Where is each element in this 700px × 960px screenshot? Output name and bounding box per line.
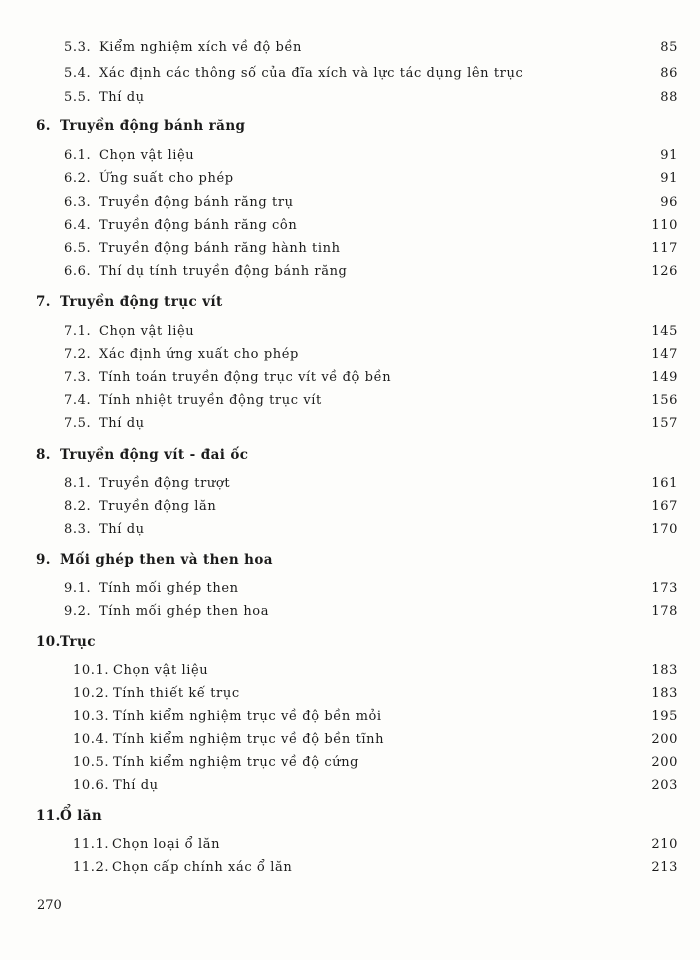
page-ref: 200 bbox=[651, 755, 678, 770]
section-number: 10.2. bbox=[73, 686, 110, 701]
section-title: Ứng suất cho phép bbox=[99, 171, 234, 186]
toc-entry bbox=[0, 413, 700, 435]
section-number: 10.5. bbox=[73, 755, 110, 770]
toc-entry bbox=[0, 683, 700, 705]
section-title: Chọn vật liệu bbox=[113, 663, 209, 678]
section-title: Tính thiết kế trục bbox=[113, 686, 240, 701]
toc-entry bbox=[0, 192, 700, 214]
toc-entry bbox=[0, 473, 700, 495]
page-ref: 167 bbox=[651, 499, 678, 514]
page-ref: 157 bbox=[651, 416, 678, 431]
chapter-number: 10. bbox=[36, 634, 61, 650]
page-ref: 200 bbox=[651, 732, 678, 747]
toc-entry bbox=[0, 752, 700, 774]
chapter-number: 9. bbox=[36, 552, 51, 568]
section-title: Thí dụ bbox=[99, 90, 145, 105]
section-number: 6.5. bbox=[64, 241, 92, 256]
page-ref: 183 bbox=[651, 686, 678, 701]
chapter-title: Ổ lăn bbox=[60, 808, 103, 824]
toc-entry bbox=[0, 344, 700, 366]
section-number: 6.3. bbox=[64, 195, 92, 210]
toc-chapter bbox=[0, 631, 700, 653]
chapter-title: Trục bbox=[60, 634, 96, 650]
section-number: 7.3. bbox=[64, 370, 92, 385]
chapter-title: Mối ghép then và then hoa bbox=[60, 552, 273, 568]
section-title: Tính kiểm nghiệm trục về độ bền mỏi bbox=[113, 709, 382, 724]
page-ref: 195 bbox=[651, 709, 678, 724]
section-title: Tính mối ghép then hoa bbox=[99, 604, 270, 619]
page-ref: 161 bbox=[651, 476, 678, 491]
section-number: 9.2. bbox=[64, 604, 92, 619]
section-title: Thí dụ tính truyền động bánh răng bbox=[99, 264, 348, 279]
section-title: Chọn cấp chính xác ổ lăn bbox=[112, 860, 293, 875]
chapter-title: Truyền động vít - đai ốc bbox=[60, 447, 249, 463]
section-number: 10.4. bbox=[73, 732, 110, 747]
section-number: 8.2. bbox=[64, 499, 92, 514]
page-ref: 145 bbox=[651, 324, 678, 339]
section-number: 11.1. bbox=[73, 837, 110, 852]
section-title: Tính toán truyền động trục vít về độ bền bbox=[99, 370, 392, 385]
section-title: Tính kiểm nghiệm trục về độ bền tĩnh bbox=[113, 732, 385, 747]
section-number: 10.6. bbox=[73, 778, 110, 793]
section-title: Thí dụ bbox=[113, 778, 159, 793]
section-number: 6.4. bbox=[64, 218, 92, 233]
page-ref: 88 bbox=[660, 90, 678, 105]
section-title: Chọn vật liệu bbox=[99, 324, 195, 339]
page-ref: 210 bbox=[651, 837, 678, 852]
section-title: Tính kiểm nghiệm trục về độ cứng bbox=[113, 755, 360, 770]
page-ref: 86 bbox=[660, 66, 678, 81]
section-title: Tính nhiệt truyền động trục vít bbox=[99, 393, 322, 408]
toc-chapter bbox=[0, 115, 700, 137]
section-number: 7.5. bbox=[64, 416, 92, 431]
toc-entry bbox=[0, 775, 700, 797]
section-number: 6.6. bbox=[64, 264, 92, 279]
section-title: Truyền động bánh răng trụ bbox=[99, 195, 294, 210]
section-number: 8.3. bbox=[64, 522, 92, 537]
section-number: 7.1. bbox=[64, 324, 92, 339]
page-ref: 203 bbox=[651, 778, 678, 793]
section-number: 6.2. bbox=[64, 171, 92, 186]
section-number: 7.4. bbox=[64, 393, 92, 408]
page-ref: 96 bbox=[660, 195, 678, 210]
toc-entry bbox=[0, 519, 700, 541]
section-title: Truyền động bánh răng hành tinh bbox=[99, 241, 341, 256]
section-title: Kiểm nghiệm xích về độ bền bbox=[99, 40, 303, 55]
page-ref: 91 bbox=[660, 148, 678, 163]
toc-entry bbox=[0, 37, 700, 59]
toc-chapter bbox=[0, 805, 700, 827]
chapter-number: 8. bbox=[36, 447, 51, 463]
section-title: Thí dụ bbox=[99, 416, 145, 431]
section-title: Tính mối ghép then bbox=[99, 581, 239, 596]
page-ref: 147 bbox=[651, 347, 678, 362]
page-ref: 170 bbox=[651, 522, 678, 537]
toc-entry bbox=[0, 496, 700, 518]
toc-entry bbox=[0, 168, 700, 190]
section-title: Xác định các thông số của đĩa xích và lực tác dụng lên trục bbox=[99, 66, 524, 81]
page-ref: 183 bbox=[651, 663, 678, 678]
page-ref: 173 bbox=[651, 581, 678, 596]
section-number: 7.2. bbox=[64, 347, 92, 362]
toc-chapter bbox=[0, 291, 700, 313]
toc-entry bbox=[0, 857, 700, 879]
section-number: 8.1. bbox=[64, 476, 92, 491]
page-number: 270 bbox=[37, 898, 62, 913]
chapter-title: Truyền động trục vít bbox=[60, 294, 223, 310]
toc-entry bbox=[0, 390, 700, 412]
page-ref: 156 bbox=[651, 393, 678, 408]
section-title: Xác định ứng xuất cho phép bbox=[99, 347, 299, 362]
section-title: Truyền động lăn bbox=[99, 499, 217, 514]
toc-entry bbox=[0, 261, 700, 283]
page-ref: 110 bbox=[651, 218, 678, 233]
toc-entry bbox=[0, 321, 700, 343]
toc-entry bbox=[0, 706, 700, 728]
page-ref: 91 bbox=[660, 171, 678, 186]
chapter-number: 7. bbox=[36, 294, 51, 310]
toc-entry bbox=[0, 834, 700, 856]
toc-chapter bbox=[0, 444, 700, 466]
section-title: Chọn loại ổ lăn bbox=[112, 837, 221, 852]
section-number: 5.4. bbox=[64, 66, 92, 81]
toc-entry bbox=[0, 367, 700, 389]
toc-entry bbox=[0, 578, 700, 600]
toc-entry bbox=[0, 660, 700, 682]
page-ref: 149 bbox=[651, 370, 678, 385]
section-title: Truyền động bánh răng côn bbox=[99, 218, 298, 233]
section-title: Truyền động trượt bbox=[99, 476, 231, 491]
section-number: 6.1. bbox=[64, 148, 92, 163]
toc-entry bbox=[0, 63, 700, 85]
section-number: 5.3. bbox=[64, 40, 92, 55]
section-number: 10.1. bbox=[73, 663, 110, 678]
page-ref: 85 bbox=[660, 40, 678, 55]
toc-entry bbox=[0, 601, 700, 623]
chapter-title: Truyền động bánh răng bbox=[60, 118, 246, 134]
section-title: Thí dụ bbox=[99, 522, 145, 537]
toc-chapter bbox=[0, 549, 700, 571]
page-ref: 178 bbox=[651, 604, 678, 619]
section-title: Chọn vật liệu bbox=[99, 148, 195, 163]
section-number: 9.1. bbox=[64, 581, 92, 596]
chapter-number: 11. bbox=[36, 808, 61, 824]
toc-entry bbox=[0, 238, 700, 260]
toc-entry bbox=[0, 215, 700, 237]
chapter-number: 6. bbox=[36, 118, 51, 134]
toc-entry bbox=[0, 87, 700, 109]
section-number: 11.2. bbox=[73, 860, 110, 875]
page-ref: 213 bbox=[651, 860, 678, 875]
page-ref: 126 bbox=[651, 264, 678, 279]
section-number: 5.5. bbox=[64, 90, 92, 105]
section-number: 10.3. bbox=[73, 709, 110, 724]
toc-entry bbox=[0, 145, 700, 167]
page-ref: 117 bbox=[651, 241, 678, 256]
toc-entry bbox=[0, 729, 700, 751]
